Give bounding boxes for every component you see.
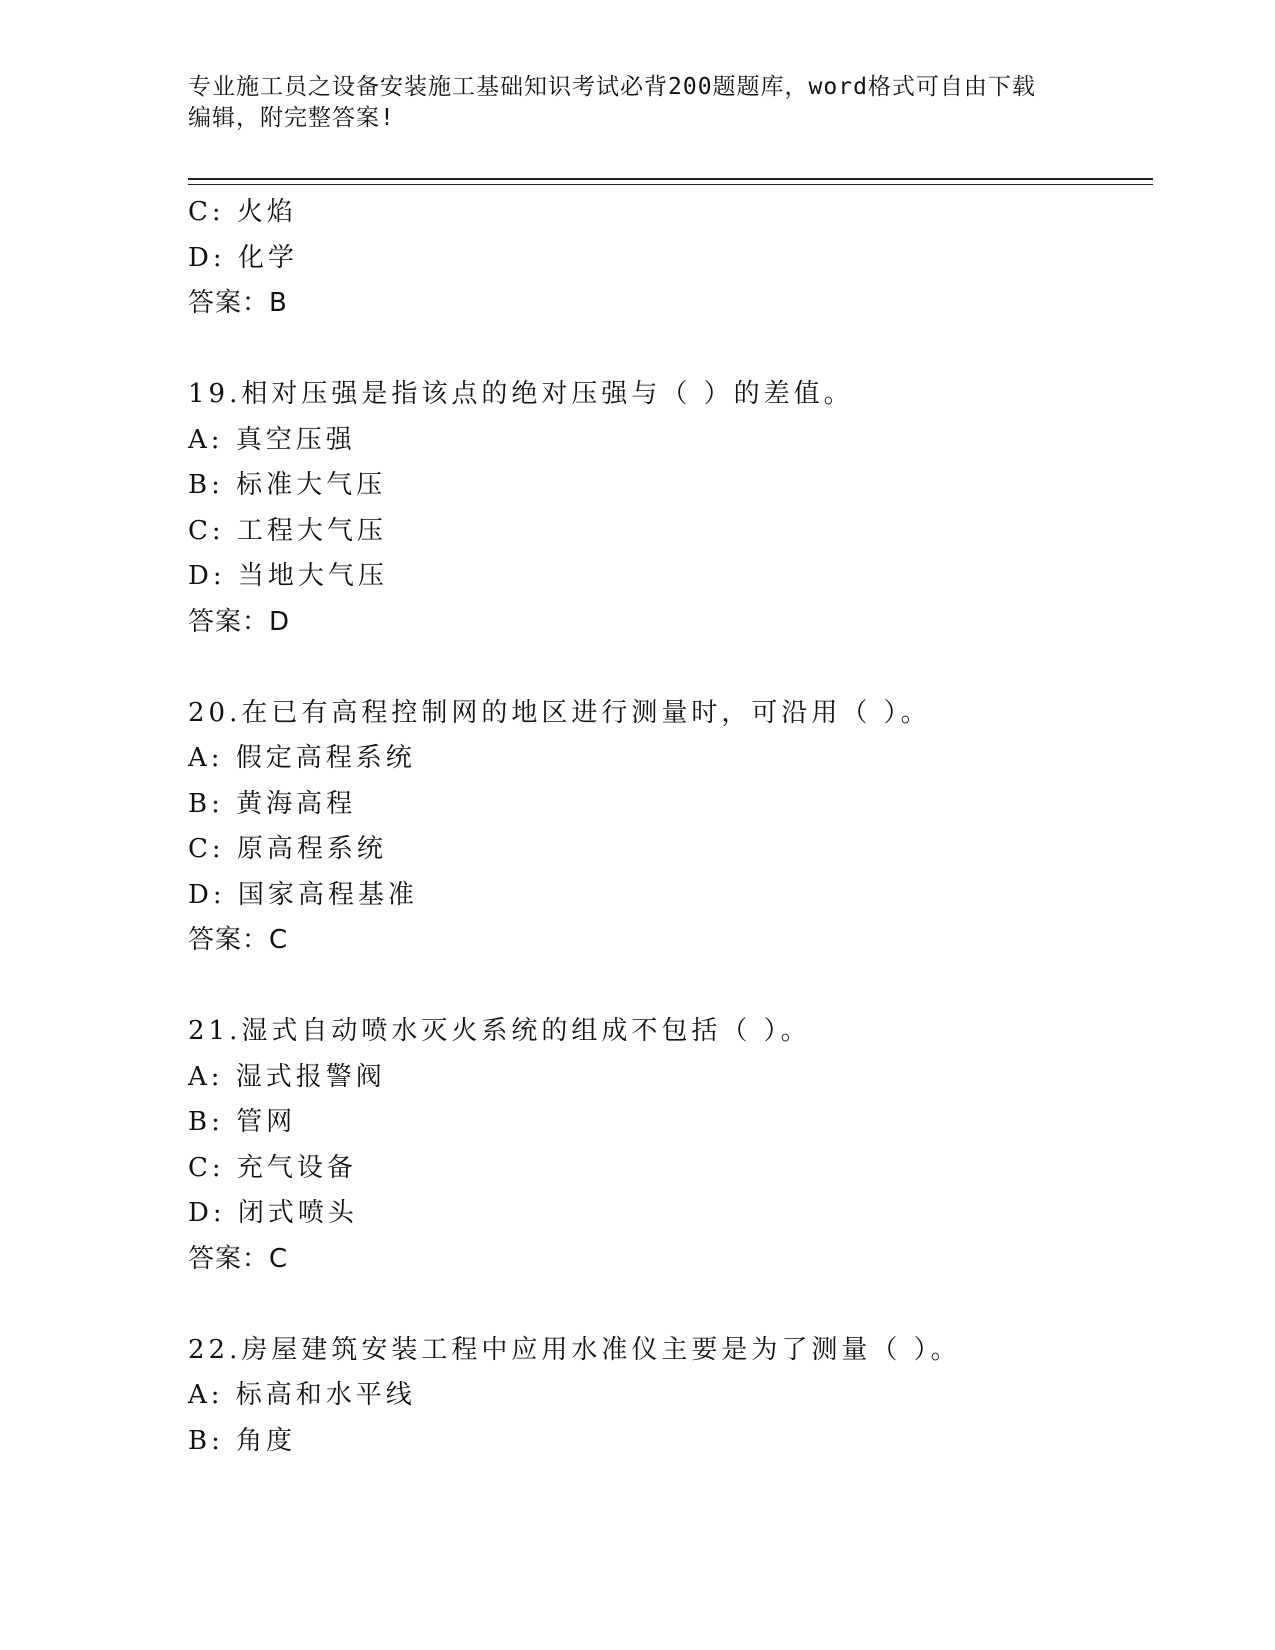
option-d: D: 当地大气压 [188,561,388,591]
option-b: B: 黄海高程 [188,788,357,819]
answer-line: 答案：B [188,288,288,318]
question-stem: 22.房屋建筑安装工程中应用水准仪主要是为了测量（ ）。 [188,1334,961,1365]
question-20 [188,691,1148,964]
answer-line: 答案：C [188,925,289,955]
option-a: A: 标高和水平线 [188,1380,416,1410]
option-a: A: 湿式报警阀 [188,1061,386,1092]
question-spacer [188,964,1148,1010]
document-body [188,190,1148,1464]
question-stem: 21.湿式自动喷水灭火系统的组成不包括（ ）。 [188,1016,811,1046]
question-partial [188,190,1148,327]
option-d: D: 国家高程基准 [188,879,418,910]
question-spacer [188,327,1148,373]
answer-line: 答案：D [188,606,291,637]
question-spacer [188,1282,1148,1328]
question-22 [188,1328,1148,1465]
option-a: A: 真空压强 [188,424,356,455]
header-title-line-1: 专业施工员之设备安装施工基础知识考试必背200题题库，word格式可自由下载 [188,74,1036,100]
option-c: C: 充气设备 [188,1152,357,1183]
option-d: D: 闭式喷头 [188,1198,358,1228]
header-divider-thick [188,178,1153,180]
option-b: B: 标准大气压 [188,470,387,500]
option-b: B: 角度 [188,1425,297,1456]
option-c: C: 原高程系统 [188,834,387,864]
question-19 [188,372,1148,645]
option-c: C: 火焰 [188,197,297,227]
question-stem: 20.在已有高程控制网的地区进行测量时，可沿用（ ）。 [188,697,931,728]
answer-line: 答案：C [188,1243,289,1274]
option-a: A: 假定高程系统 [188,743,416,773]
option-d: D: 化学 [188,242,298,273]
document-header [188,72,1088,134]
header-title-line-2: 编辑，附完整答案! [188,105,395,131]
question-spacer [188,645,1148,691]
header-divider-thin [188,184,1153,185]
question-stem: 19.相对压强是指该点的绝对压强与（ ）的差值。 [188,379,854,409]
option-c: C: 工程大气压 [188,515,387,546]
option-b: B: 管网 [188,1107,297,1137]
question-21 [188,1009,1148,1282]
